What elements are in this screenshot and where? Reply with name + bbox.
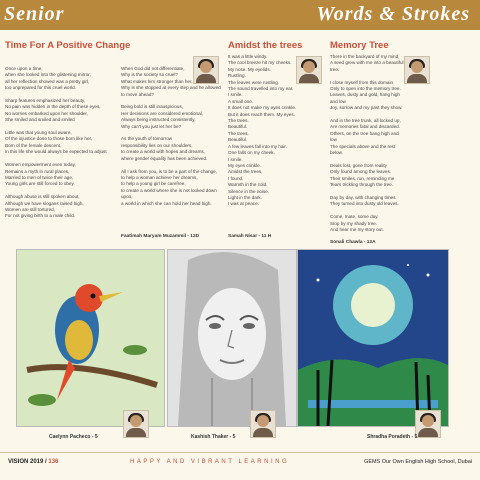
bird-painting <box>17 250 164 426</box>
poem-amidst-trees <box>228 40 328 239</box>
poem-title: Time For A Positive Change <box>5 40 131 51</box>
poem-memory-tree <box>330 40 475 245</box>
artwork-night-landscape <box>297 249 449 427</box>
section-subtitle: Words & Strokes <box>316 3 470 25</box>
poem-time-for-change <box>5 40 221 239</box>
poem-body-col2: When God did not differentiate, Why is the society so cruel? What makes him stronger than her, Why is she stopped at every step and he allowed to move ahead? Being bold is still inauspicious, Her decisions are considered emotional, Always being instructed consistently, Why can't you just let her be? As the youth of tomorrow responsibility lies on our shoulders, to create a world with hopes and dreams, where gender equality has been achieved. All I ask from you, is to be a part of the change, to help a woman achieve her dreams, to help a young girl be carefree, to create a world where she is not looked down upon, a world in which she can hold her head high. <box>121 66 221 206</box>
avatar <box>415 410 441 438</box>
footer-school: GEMS Our Own English High School, Dubai <box>364 459 472 465</box>
artwork-caption: Caelynn Pacheco - 5 <box>49 434 98 440</box>
poem-author: Faatimah Maryam Muzammil - 12D <box>121 234 200 239</box>
artwork-caption: Shradha Poradeth - 5 <box>367 434 418 440</box>
page-footer <box>0 456 480 470</box>
footer-vision: VISION 2019 / <box>8 459 49 465</box>
poem-author: Sonali Chawla - 12A <box>330 240 376 245</box>
footer-divider <box>0 452 480 453</box>
artwork-bird <box>16 249 165 427</box>
page-banner <box>0 0 480 30</box>
face-sketch <box>168 250 296 426</box>
poem-body-col1: Once upon a time, when she looked into the glistening mirror, all her reflection showed was a pretty girl, too unprepared for this cruel world. Sharp features emphasized her beauty, No pain was hidden in the depth of these eyes, No worries embarked upon her shoulder, She smiled and smiled and smiled Little was that young soul aware, Of the injustice done to those born like her, Born of the female descent, In this life she would always be expected to adjust Women empowerment even today, Remains a myth in rural places, Married to men of twice their age, Young girls are still forced to obey. Although abuse is still spoken about, Although we have slogans raised high, Women are still tortured, For not giving birth to a male child. <box>5 66 107 219</box>
page-number: 136 <box>48 459 59 465</box>
artwork-face <box>167 249 297 427</box>
poem-author: Samah Nisar - 11 H <box>228 234 272 239</box>
night-painting <box>298 250 448 426</box>
avatar <box>193 56 219 84</box>
avatar <box>404 56 430 84</box>
footer-publication <box>8 459 58 465</box>
section-title: Senior <box>4 3 65 25</box>
poem-title: Amidst the trees <box>228 40 303 51</box>
avatar <box>123 410 149 438</box>
footer-tagline: HAPPY AND VIBRANT LEARNING <box>130 459 290 465</box>
artwork-caption: Kashish Thaker - 5 <box>191 434 236 440</box>
poem-body: It was a little windy. The cool breeze hit my cheeks. My nose. My eyelids. Rustling. The leaves were rustling. The sound travelled into my ear. I smile. A small one. It does not make my eyes crinkle. But it does reach them. My eyes. The trees. Beautiful. The trees. Beautiful. A few leaves fall into my hair. One falls on my cheek. I smile. My eyes crinkle. Amidst the trees, I found. Warmth in the cold. Silence in the noise. Light in the dark. I was at peace. <box>228 54 297 207</box>
avatar <box>296 56 322 84</box>
poem-title: Memory Tree <box>330 40 389 51</box>
avatar <box>250 410 276 438</box>
poem-body: There in the backyard of my mind, A seed grew with me into a beautiful tree. I close myself from this domain Only to open into the memory tree. Leaves, dusty and gold, hang high and low Joy, sorrow and my past they show. And in the tree trunk, all locked up, Are memories fatal and discarded. Others, on the tree hang high and low The specials above and the rest below. Deals lost, gone from reality Only found among the leaves. Their smiles, run, reminding me Tears trickling through the tree. Day by day, with changing times They turned into dusty old leaves. Come, mate, some day. Stop by my shady tree. And hear me my story out. <box>330 54 404 232</box>
